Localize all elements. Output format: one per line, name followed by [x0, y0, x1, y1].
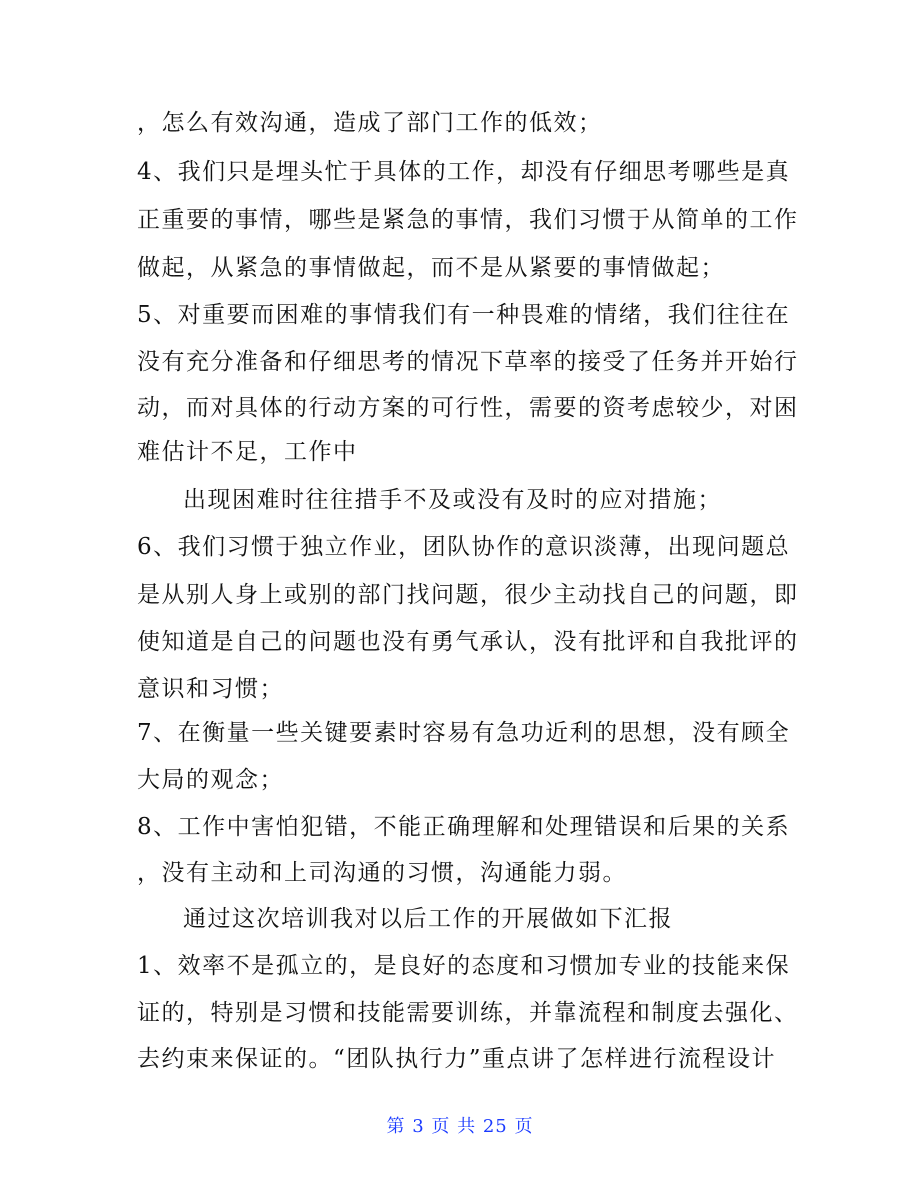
text-line: 使知道是自己的问题也没有勇气承认，没有批评和自我批评的: [137, 629, 799, 655]
text-line: 难估计不足，工作中: [137, 439, 358, 465]
text-line: 证的，特别是习惯和技能需要训练，并靠流程和制度去强化、: [137, 1000, 799, 1026]
page-number-footer: 第 3 页 共 25 页: [386, 1116, 534, 1137]
text-line: 做起，从紧急的事情做起，而不是从紧要的事情做起；: [137, 255, 725, 281]
text-line: 8、工作中害怕犯错，不能正确理解和处理错误和后果的关系: [137, 814, 791, 840]
text-line: 5、对重要而困难的事情我们有一种畏难的情绪，我们往往在: [137, 302, 791, 328]
text-line: 通过这次培训我对以后工作的开展做如下汇报: [183, 906, 673, 932]
text-line: 没有充分准备和仔细思考的情况下草率的接受了任务并开始行: [137, 349, 799, 375]
text-line: 意识和习惯；: [137, 676, 284, 702]
text-line: 动，而对具体的行动方案的可行性，需要的资考虑较少，对困: [137, 395, 799, 421]
text-line: 1、效率不是孤立的，是良好的态度和习惯加专业的技能来保: [137, 953, 791, 979]
text-line: ，怎么有效沟通，造成了部门工作的低效；: [137, 110, 603, 136]
text-line: ，没有主动和上司沟通的习惯，沟通能力弱。: [137, 860, 627, 886]
text-line: 7、在衡量一些关键要素时容易有急功近利的思想，没有顾全: [137, 720, 791, 746]
text-line: 是从别人身上或别的部门找问题，很少主动找自己的问题，即: [137, 582, 799, 608]
text-line: 出现困难时往往措手不及或没有及时的应对措施；: [183, 487, 722, 513]
text-line: 正重要的事情，哪些是紧急的事情，我们习惯于从简单的工作: [137, 207, 799, 233]
text-line: 去约束来保证的。“团队执行力”重点讲了怎样进行流程设计: [137, 1046, 777, 1072]
text-line: 大局的观念；: [137, 767, 284, 793]
text-line: 6、我们习惯于独立作业，团队协作的意识淡薄，出现问题总: [137, 534, 791, 560]
text-line: 4、我们只是埋头忙于具体的工作，却没有仔细思考哪些是真: [137, 159, 791, 185]
